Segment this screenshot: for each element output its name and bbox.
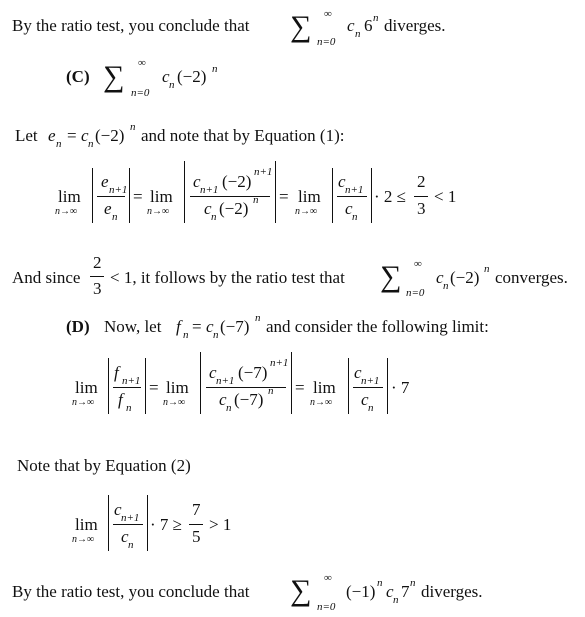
den1: f (118, 390, 123, 409)
line-1-suffix: diverges. (384, 16, 446, 35)
lim-3-sub: n→∞ (295, 206, 318, 217)
num2-sub: n+1 (216, 375, 235, 387)
c-sub: n (443, 280, 449, 292)
base: (−2) (450, 268, 480, 287)
num3: c (354, 363, 362, 382)
equals: = (67, 126, 77, 145)
lim-2: lim (150, 187, 173, 206)
num2-rest: (−2) (222, 172, 252, 191)
e-symbol: e (48, 126, 56, 145)
num1-sub: n+1 (122, 375, 141, 387)
line-1-prefix: By the ratio test, you conclude that (12, 16, 250, 35)
and-since-middle: < 1, it follows by the ratio test that (110, 268, 345, 287)
sum-lower-limit: n=0 (406, 287, 425, 299)
num2-rest: (−7) (238, 363, 268, 382)
den3: c (345, 199, 353, 218)
part-d-label: (D) (66, 317, 90, 336)
num: c (114, 500, 122, 519)
den2-rest: (−2) (219, 199, 249, 218)
num1: f (114, 363, 119, 382)
c-symbol: c (206, 317, 214, 336)
lim-3: lim (313, 378, 336, 397)
term-six-sup: n (373, 12, 379, 24)
tail-1: · 2 ≤ (374, 187, 406, 206)
sum-upper-limit: ∞ (324, 8, 332, 20)
seven: 7 (401, 582, 410, 601)
sigma-symbol: ∑ (290, 574, 312, 607)
let-e-suffix: and note that by Equation (1): (141, 126, 345, 145)
lim-2-sub: n→∞ (147, 206, 170, 217)
lim-3: lim (298, 187, 321, 206)
sum-lower-limit: n=0 (317, 601, 336, 613)
frac-num: 7 (192, 500, 201, 519)
tail: · 7 (391, 378, 410, 397)
and-since-suffix: converges. (495, 268, 568, 287)
num1-sub: n+1 (109, 184, 128, 196)
term-sup: n (212, 63, 218, 75)
fraction-bar-3 (337, 196, 367, 197)
c-sub: n (88, 138, 94, 150)
den1: e (104, 199, 112, 218)
den2-c: c (204, 199, 212, 218)
term-six: 6 (364, 16, 373, 35)
part-d-prefix: Now, let (104, 317, 162, 336)
fraction-bar-2 (189, 524, 203, 525)
fraction-bar-2 (206, 387, 286, 388)
base: (−2) (95, 126, 125, 145)
fraction-bar-1 (113, 387, 141, 388)
term-base: (−2) (177, 67, 207, 86)
f-symbol: f (176, 317, 181, 336)
frac-den: 5 (192, 527, 201, 546)
c-sub: n (213, 329, 219, 341)
den: c (121, 527, 129, 546)
note-text: Note that by Equation (2) (17, 456, 191, 475)
fraction-bar-3 (353, 387, 383, 388)
equals-1: = (133, 187, 143, 206)
num2-c: c (209, 363, 217, 382)
f-sub: n (183, 329, 189, 341)
term-c: c (347, 16, 355, 35)
sum-upper-limit: ∞ (138, 57, 146, 69)
lim-3-sub: n→∞ (310, 397, 333, 408)
den3-sub: n (368, 402, 374, 414)
equals-1: = (149, 378, 159, 397)
c-symbol: c (436, 268, 444, 287)
den1-sub: n (126, 402, 132, 414)
part-c-label: (C) (66, 67, 90, 86)
equals-2: = (279, 187, 289, 206)
base-sup: n (255, 312, 261, 324)
fraction-bar (113, 524, 143, 525)
e-sub: n (56, 138, 62, 150)
den2-sub: n (226, 402, 232, 414)
term-neg-one: (−1) (346, 582, 376, 601)
frac-den: 3 (417, 199, 426, 218)
fraction-bar (90, 276, 104, 277)
c-symbol: c (81, 126, 89, 145)
sigma-symbol: ∑ (380, 260, 402, 293)
seven-sup: n (410, 577, 416, 589)
lim-sub: n→∞ (72, 534, 95, 545)
fraction-bar-1 (97, 196, 125, 197)
c-sub: n (393, 594, 399, 606)
sum-upper-limit: ∞ (324, 572, 332, 584)
term-neg-one-sup: n (377, 577, 383, 589)
num1: e (101, 172, 109, 191)
den1-sub: n (112, 211, 118, 223)
sum-lower-limit: n=0 (317, 36, 336, 48)
den2-sub: n (211, 211, 217, 223)
frac-den: 3 (93, 279, 102, 298)
fraction-bar-4 (414, 196, 428, 197)
last-prefix: By the ratio test, you conclude that (12, 582, 250, 601)
num3-sub: n+1 (345, 184, 364, 196)
sigma-symbol: ∑ (290, 10, 312, 43)
lim-1-sub: n→∞ (72, 397, 95, 408)
frac-num: 2 (93, 253, 102, 272)
den3: c (361, 390, 369, 409)
lim-1: lim (75, 378, 98, 397)
den-sub: n (128, 539, 134, 551)
tail-2: > 1 (209, 515, 232, 534)
tail-2: < 1 (434, 187, 457, 206)
lim-1: lim (58, 187, 81, 206)
sum-lower-limit: n=0 (131, 87, 150, 99)
term-c-sub: n (355, 28, 361, 40)
sum-upper-limit: ∞ (414, 258, 422, 270)
part-d-suffix: and consider the following limit: (266, 317, 489, 336)
den2-sup: n (268, 385, 274, 397)
num2-sub: n+1 (200, 184, 219, 196)
den2-c: c (219, 390, 227, 409)
c-symbol: c (386, 582, 394, 601)
den2-sup: n (253, 194, 259, 206)
num2-sup: n+1 (254, 166, 273, 178)
num-sub: n+1 (121, 512, 140, 524)
num3: c (338, 172, 346, 191)
last-suffix: diverges. (421, 582, 483, 601)
term-c: c (162, 67, 170, 86)
lim-1-sub: n→∞ (55, 206, 78, 217)
equals-2: = (295, 378, 305, 397)
frac-num: 2 (417, 172, 426, 191)
den2-rest: (−7) (234, 390, 264, 409)
tail: · 7 ≥ (150, 515, 182, 534)
lim-2-sub: n→∞ (163, 397, 186, 408)
lim-2: lim (166, 378, 189, 397)
num2-c: c (193, 172, 201, 191)
term-c-sub: n (169, 79, 175, 91)
base-sup: n (130, 121, 136, 133)
equals: = (192, 317, 202, 336)
and-since-prefix: And since (12, 268, 81, 287)
base-sup: n (484, 263, 490, 275)
num2-sup: n+1 (270, 357, 289, 369)
let-word: Let (15, 126, 38, 145)
sigma-symbol: ∑ (103, 60, 125, 93)
den3-sub: n (352, 211, 358, 223)
base: (−7) (220, 317, 250, 336)
num3-sub: n+1 (361, 375, 380, 387)
lim: lim (75, 515, 98, 534)
